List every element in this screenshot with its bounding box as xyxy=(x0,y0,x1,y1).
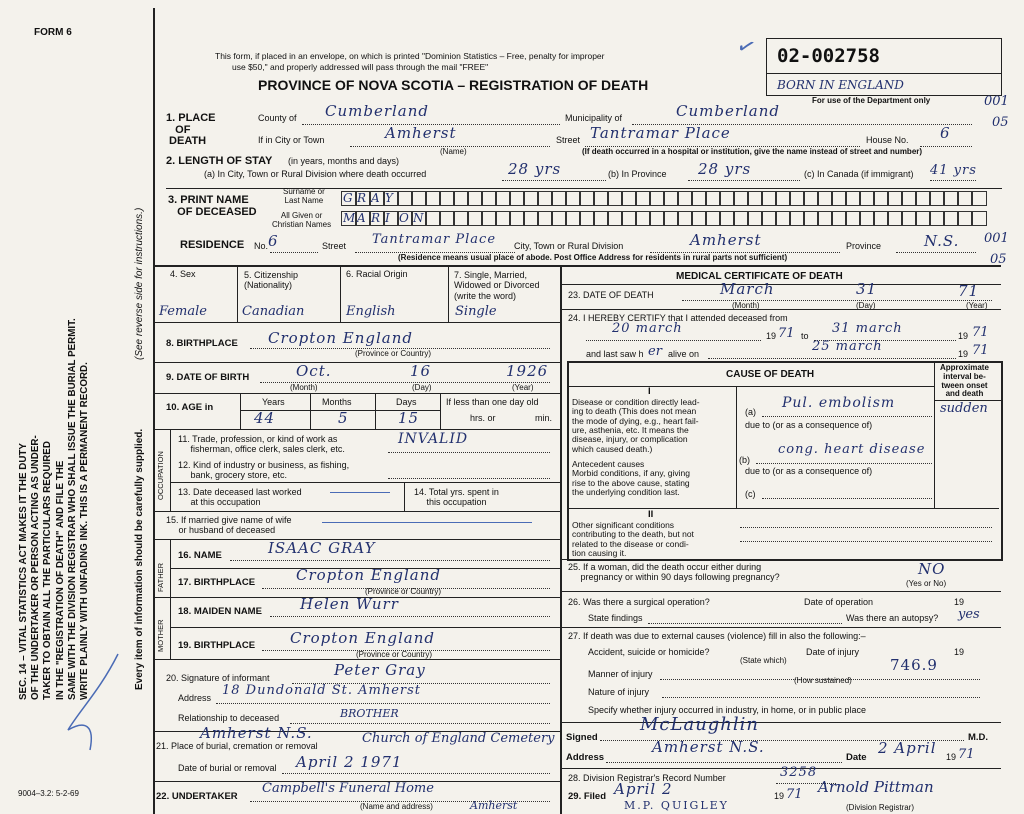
hrs-label: hrs. or xyxy=(470,413,496,423)
father-side-label: FATHER xyxy=(156,562,165,592)
registrar-signature: Arnold Pittman xyxy=(818,778,934,796)
antecedent-label: Antecedent causes Morbid conditions, if any, giving rise to the above cause, stating the underlying condition last. xyxy=(572,459,690,498)
signed-label: Signed xyxy=(566,732,598,743)
stay-city-label: (a) In City, Town or Rural Division where death occurred xyxy=(204,169,427,179)
undertaker-value: Campbell's Funeral Home xyxy=(262,781,434,796)
less-day-label: If less than one day old xyxy=(446,397,539,407)
attend-to-year: 71 xyxy=(972,325,989,340)
city-value: Amherst xyxy=(385,124,457,142)
stay-canada-value: 41 yrs xyxy=(930,163,977,178)
how-sustained-sublabel: (How sustained) xyxy=(794,676,852,685)
min-label: min. xyxy=(535,413,553,423)
racial-value: English xyxy=(346,304,396,319)
name-grid-cell xyxy=(971,191,987,206)
house-no-value: 6 xyxy=(940,124,951,142)
residence-no-label: No. xyxy=(254,241,269,251)
attend-to-19: 19 xyxy=(958,331,969,341)
filed-value: April 2 xyxy=(614,780,673,798)
corner-code-2: 05 xyxy=(992,115,1009,130)
registration-number: 02-002758 xyxy=(777,45,880,67)
name-sublabel: (Name) xyxy=(440,147,467,156)
name-grid-letter: A xyxy=(357,211,366,225)
specify-label: Specify whether injury occurred in industry, in home, or in public place xyxy=(588,705,866,715)
father-birthplace-value: Cropton England xyxy=(296,566,441,584)
cause-a-label: (a) xyxy=(745,407,756,417)
medical-certificate-title: MEDICAL CERTIFICATE OF DEATH xyxy=(676,271,843,282)
cause-roman-2: II xyxy=(648,509,654,520)
name-grid-letter: A xyxy=(371,191,380,205)
undertaker-town-value: Amherst xyxy=(470,799,518,812)
dob-month-value: Oct. xyxy=(296,362,332,380)
sidebar-sec14: SEC. 14 – VITAL STATISTICS ACT MAKES IT THE DUTY OF THE UNDERTAKER OR PERSON ACTING AS UNDER- TAKER TO OBTAIN ALL THE PARTICULARS REQUIRED IN THE "REGISTRATION OF DEATH" AND FILE THE SAME WITH THE DIVISION REGISTRAR WHO SHALL ISSUE THE BURIAL PERMIT. WRITE PLAINLY WITH UNFADING INK. THIS IS A PERMANENT RECORD. xyxy=(18,318,91,700)
stay-province-value: 28 yrs xyxy=(698,160,752,178)
filed-label: 29. Filed xyxy=(568,791,607,802)
alive-on-value: 25 march xyxy=(812,339,883,354)
county-value: Cumberland xyxy=(325,102,430,120)
dob-label: 9. DATE OF BIRTH xyxy=(166,372,250,383)
undertaker-sublabel: (Name and address) xyxy=(360,802,433,811)
residence-province-label: Province xyxy=(846,241,882,251)
municipality-value: Cumberland xyxy=(676,102,781,120)
md-label: M.D. xyxy=(968,732,989,743)
hospital-note: (If death occurred in a hospital or institution, give the name instead of street and number) xyxy=(582,147,923,156)
certify-label: 24. I HEREBY CERTIFY that I attended deceased from xyxy=(568,313,788,323)
date-of-death-label: 23. DATE OF DEATH xyxy=(568,290,654,300)
marital-value: Single xyxy=(455,304,497,319)
burial-date-value: April 2 1971 xyxy=(296,753,403,771)
born-note: BORN IN ENGLAND xyxy=(777,78,904,92)
sex-label: 4. Sex xyxy=(170,269,196,279)
form-title: PROVINCE OF NOVA SCOTIA – REGISTRATION OF DEATH xyxy=(258,77,649,93)
yes-no-sublabel: (Yes or No) xyxy=(906,579,947,588)
last-saw-value: er xyxy=(648,344,662,359)
operation-19: 19 xyxy=(954,597,965,607)
death-month-sublabel: (Month) xyxy=(732,301,760,310)
corner-code-4: 05 xyxy=(990,252,1007,267)
cause-title: CAUSE OF DEATH xyxy=(726,369,815,380)
relationship-label: Relationship to deceased xyxy=(178,713,280,723)
informant-address-value: 18 Dundonald St. Amherst xyxy=(222,683,422,698)
sidebar-every-item: Every item of information should be carefully supplied. xyxy=(134,428,145,690)
informant-address-label: Address xyxy=(178,693,212,703)
county-label: County of xyxy=(258,113,297,123)
father-birthplace-label: 17. BIRTHPLACE xyxy=(178,577,256,588)
age-days-value: 15 xyxy=(398,409,420,427)
age-days-label: Days xyxy=(396,397,417,407)
death-day-sublabel: (Day) xyxy=(856,301,876,310)
name-grid-letter: Y xyxy=(385,191,393,205)
death-year-value: 71 xyxy=(958,282,980,300)
dob-day-value: 16 xyxy=(410,362,432,380)
length-sublabel: (in years, months and days) xyxy=(288,156,400,166)
to-label: to xyxy=(801,331,809,341)
place-of-death-label: 1. PLACE OF DEATH xyxy=(166,112,216,148)
attend-from-year: 71 xyxy=(778,326,795,341)
occupation-value: INVALID xyxy=(398,431,469,447)
due-to-a: due to (or as a consequence of) xyxy=(745,420,873,430)
father-name-value: ISAAC GRAY xyxy=(268,539,376,557)
q26-label: 26. Was there a surgical operation? xyxy=(568,597,710,607)
mother-birthplace-value: Cropton England xyxy=(290,629,435,647)
father-birthplace-sublabel: (Province or Country) xyxy=(365,587,442,596)
informant-value: Peter Gray xyxy=(334,661,426,679)
registrar-print-name: M.P. QUIGLEY xyxy=(624,799,729,812)
burial-church-value: Church of England Cemetery xyxy=(362,731,555,746)
sidebar-see-reverse: (See reverse side for instructions.) xyxy=(134,207,145,360)
other-conditions-label: Other significant conditions contributing to the death, but not related to the disease or condi- tion causing it. xyxy=(572,520,694,559)
autopsy-value: yes xyxy=(958,607,980,622)
sex-value: Female xyxy=(159,304,207,319)
mother-maiden-value: Helen Wurr xyxy=(300,595,399,613)
mother-birthplace-sublabel: (Province or Country) xyxy=(356,650,433,659)
filed-19: 19 xyxy=(774,791,785,801)
dob-year-value: 1926 xyxy=(506,362,549,380)
name-grid-letter: I xyxy=(385,211,390,225)
registration-number-box xyxy=(766,38,1002,96)
citizenship-label: 5. Citizenship (Nationality) xyxy=(244,270,299,291)
occupation-13-label: 13. Date deceased last worked at this occupation xyxy=(178,487,302,508)
check-mark-icon: ✓ xyxy=(733,31,760,62)
residence-note: (Residence means usual place of abode. Post Office Address for residents in rural parts not sufficient) xyxy=(398,253,788,262)
mailing-note-2: use $50," and properly addressed will pass through the mail "FREE" xyxy=(232,62,489,72)
division-registrar-sublabel: (Division Registrar) xyxy=(846,803,915,812)
mother-maiden-label: 18. MAIDEN NAME xyxy=(178,606,262,617)
name-grid-letter: R xyxy=(357,191,367,205)
burial-date-label: Date of burial or removal xyxy=(178,763,277,773)
mailing-note-1: This form, if placed in an envelope, on which is printed "Dominion Statistics – Free, penalty for improper xyxy=(215,51,605,61)
print-name-label: 3. PRINT NAME OF DECEASED xyxy=(168,194,257,219)
approx-interval-label: Approximate interval be- tween onset and death xyxy=(940,363,989,399)
residence-street-label: Street xyxy=(322,241,347,251)
corner-code-3: 001 xyxy=(984,231,1009,246)
disease-label: Disease or condition directly lead- ing to death (This does not mean the mode of dying, e.g., heart fail- ure, asthenia, etc. It means the disease, injury, or complication which caused death.) xyxy=(572,397,700,454)
street-value: Tantramar Place xyxy=(590,124,731,142)
dob-day-sublabel: (Day) xyxy=(412,383,432,392)
surname-label: Surname or Last Name xyxy=(283,187,325,205)
form-label: FORM 6 xyxy=(34,27,72,38)
alive-on-year: 71 xyxy=(972,343,989,358)
q25-label: 25. If a woman, did the death occur either during pregnancy or within 90 days following pregnancy? xyxy=(568,562,780,583)
injury-date-label: Date of injury xyxy=(806,647,860,657)
mother-side-label: MOTHER xyxy=(156,619,165,652)
residence-street-value: Tantramar Place xyxy=(372,232,497,247)
last-saw-label: and last saw h xyxy=(586,349,644,359)
death-day-value: 31 xyxy=(856,280,878,298)
residence-city-label: City, Town or Rural Division xyxy=(514,241,624,251)
signed-address-value: Amherst N.S. xyxy=(652,738,765,756)
due-to-b: due to (or as a consequence of) xyxy=(745,466,873,476)
dob-month-sublabel: (Month) xyxy=(290,383,318,392)
street-label: Street xyxy=(556,135,581,145)
racial-origin-label: 6. Racial Origin xyxy=(346,269,408,279)
birthplace-value: Cropton England xyxy=(268,329,413,347)
death-year-sublabel: (Year) xyxy=(966,301,988,310)
city-town-label: If in City or Town xyxy=(258,135,325,145)
pen-mark xyxy=(60,650,150,760)
residence-province-value: N.S. xyxy=(924,232,960,250)
autopsy-label: Was there an autopsy? xyxy=(846,613,939,623)
cause-roman-1: I xyxy=(648,386,651,397)
age-years-label: Years xyxy=(262,397,285,407)
attend-from-19: 19 xyxy=(766,331,777,341)
dept-use-note: For use of the Department only xyxy=(812,96,931,105)
residence-city-value: Amherst xyxy=(690,231,762,249)
name-grid-letter: O xyxy=(399,211,409,225)
name-grid-letter: M xyxy=(343,211,356,225)
injury-19: 19 xyxy=(954,647,965,657)
occupation-12-label: 12. Kind of industry or business, as fishing, bank, grocery store, etc. xyxy=(178,460,350,481)
marital-label: 7. Single, Married, Widowed or Divorced (write the word) xyxy=(454,270,540,301)
record-number-label: 28. Division Registrar's Record Number xyxy=(568,773,726,783)
residence-label: RESIDENCE xyxy=(180,239,245,251)
corner-code-1: 001 xyxy=(984,94,1009,109)
age-years-value: 44 xyxy=(254,409,276,427)
q25-value: NO xyxy=(918,560,946,578)
code-value: 746.9 xyxy=(890,656,938,674)
q27-label: 27. If death was due to external causes (violence) fill in also the following:– xyxy=(568,631,866,641)
stay-city-value: 28 yrs xyxy=(508,160,562,178)
stay-province-label: (b) In Province xyxy=(608,169,667,179)
name-grid-letter: N xyxy=(413,211,424,225)
birthplace-sublabel: (Province or Country) xyxy=(355,349,432,358)
cause-b-value: cong. heart disease xyxy=(778,442,926,457)
attend-from-value: 20 march xyxy=(612,321,683,336)
spouse-label: 15. If married give name of wife or husband of deceased xyxy=(166,515,292,536)
sign-date-value: 2 April xyxy=(878,739,937,757)
record-number-value: 3258 xyxy=(780,765,818,780)
father-name-label: 16. NAME xyxy=(178,550,222,561)
sign-year-value: 71 xyxy=(958,747,975,762)
occupation-side-label: OCCUPATION xyxy=(156,451,165,500)
stay-canada-label: (c) In Canada (if immigrant) xyxy=(804,169,914,179)
municipality-label: Municipality of xyxy=(565,113,623,123)
death-month-value: March xyxy=(720,280,775,298)
accident-label: Accident, suicide or homicide? xyxy=(588,647,710,657)
residence-no-value: 6 xyxy=(268,232,279,250)
state-which-sublabel: (State which) xyxy=(740,656,787,665)
undertaker-label: 22. UNDERTAKER xyxy=(156,791,238,802)
dob-year-sublabel: (Year) xyxy=(512,383,534,392)
informant-label: 20. Signature of informant xyxy=(166,673,270,683)
alive-on-19: 19 xyxy=(958,349,969,359)
relationship-value: BROTHER xyxy=(340,707,399,720)
occupation-11-label: 11. Trade, profession, or kind of work as fisherman, office clerk, sales clerk, etc. xyxy=(178,434,345,455)
burial-place-value: Amherst N.S. xyxy=(200,724,313,742)
given-names-label: All Given or Christian Names xyxy=(272,211,332,229)
name-grid-letter: G xyxy=(343,191,353,205)
sign-19: 19 xyxy=(946,752,957,762)
birthplace-label: 8. BIRTHPLACE xyxy=(166,338,238,349)
cause-b-label: (b) xyxy=(739,455,750,465)
age-label: 10. AGE in xyxy=(166,402,214,413)
nature-label: Nature of injury xyxy=(588,687,650,697)
date-label: Date xyxy=(846,752,867,763)
signed-address-label: Address xyxy=(566,752,605,763)
occupation-14-label: 14. Total yrs. spent in this occupation xyxy=(414,487,499,508)
cause-a-value: Pul. embolism xyxy=(782,395,896,411)
age-months-label: Months xyxy=(322,397,352,407)
operation-date-label: Date of operation xyxy=(804,597,874,607)
burial-label: 21. Place of burial, cremation or removal xyxy=(156,741,318,751)
length-of-stay-label: 2. LENGTH OF STAY xyxy=(166,155,273,167)
filed-year-value: 71 xyxy=(786,787,803,802)
attend-to-value: 31 march xyxy=(832,321,903,336)
state-findings-label: State findings xyxy=(588,613,643,623)
mother-birthplace-label: 19. BIRTHPLACE xyxy=(178,640,256,651)
name-grid-letter: R xyxy=(371,211,381,225)
alive-on-label: alive on xyxy=(668,349,700,359)
citizenship-value: Canadian xyxy=(242,304,305,319)
interval-a-value: sudden xyxy=(940,401,988,416)
manner-label: Manner of injury xyxy=(588,669,653,679)
signed-value: McLaughlin xyxy=(640,714,760,735)
name-grid-cell xyxy=(971,211,987,226)
house-no-label: House No. xyxy=(866,135,909,145)
cause-c-label: (c) xyxy=(745,489,756,499)
form-code: 9004–3.2: 5-2-69 xyxy=(18,789,79,798)
age-months-value: 5 xyxy=(338,409,349,427)
